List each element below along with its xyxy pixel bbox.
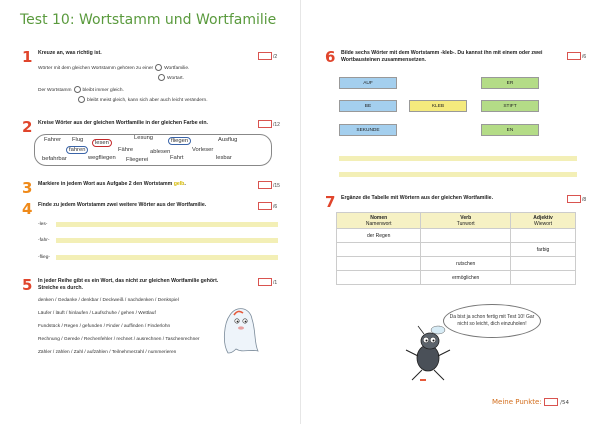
table-cell[interactable] [337, 257, 421, 271]
statement-2 [38, 86, 124, 93]
syllable-er[interactable]: ER [481, 77, 539, 89]
table-row [337, 271, 576, 285]
exercise-task: Kreise Wörter aus der gleichen Wortfamilie in der gleichen Farbe ein. [38, 120, 208, 126]
column-header [511, 213, 576, 229]
word-family-table [336, 212, 576, 285]
bug-illustration [398, 322, 458, 384]
score-label: /6 [582, 54, 587, 60]
header-sub: Tunwort [456, 220, 475, 227]
score-label: /12 [273, 122, 280, 128]
points-label: Meine Punkte: [492, 398, 542, 406]
header-sub: Wiewort [533, 220, 553, 227]
word-befahrbar[interactable]: befahrbar [42, 156, 67, 162]
word-lesen[interactable]: lesen [92, 139, 112, 147]
word-fliegerei[interactable]: Fliegerei [126, 157, 149, 163]
statement-2-option-b [76, 96, 208, 103]
header-main: Adjektiv [533, 214, 553, 221]
word-lesbar[interactable]: lesbar [216, 155, 232, 161]
task-text: Markiere in jedem Wort aus Aufgabe 2 den Wortstamm [38, 181, 173, 187]
table-cell[interactable] [511, 229, 576, 243]
word-fahren[interactable]: fahren [66, 146, 88, 154]
header-sub: Namenwort [365, 220, 392, 227]
word-vorleser[interactable]: Vorleser [192, 147, 214, 153]
word-row-4[interactable]: Rechnung / Gerede / Rechenfehler / rechnet / ausrechnen / Taschenrechner [38, 337, 200, 342]
syllable-stift[interactable]: STIFT [481, 100, 539, 112]
stem-flieg: -flieg- [38, 255, 50, 260]
option-label: Wortfamilie. [164, 65, 190, 71]
column-header [337, 213, 421, 229]
answer-line[interactable] [339, 156, 577, 161]
table-cell[interactable]: ermöglichen [421, 271, 511, 285]
word-ablesen[interactable]: ablesen [150, 149, 171, 155]
task-highlight-word: gelb [173, 181, 185, 187]
word-faehre[interactable]: Fähre [118, 147, 134, 153]
answer-line[interactable] [339, 172, 577, 177]
option-label: bleibt meist gleich, kann sich aber auch leicht verändern. [87, 97, 208, 103]
speech-bubble: Da bist ja schon fertig mit Test 10! Gar nicht so leicht, dich einzuholen! [443, 304, 541, 338]
stem-kleb[interactable]: KLEB [409, 100, 467, 112]
statement-text: Wörter mit dem gleichen Wortstamm gehören zu einer [38, 65, 154, 71]
word-lesung[interactable]: Lesung [134, 135, 154, 141]
answer-line[interactable] [56, 255, 278, 260]
checkbox-bleibt-gleich[interactable] [74, 86, 81, 93]
score-label: /1 [273, 280, 278, 286]
exercise-number: 3 [22, 179, 33, 197]
option-label: bleibt immer gleich. [82, 87, 124, 93]
exercise-task [38, 181, 248, 188]
header-main: Nomen [370, 214, 388, 221]
exercise-task: Bilde sechs Wörter mit dem Wortstamm -kleb-. Du kannst ihn mit einem oder zwei Wortbausteinen zusammensetzen. [341, 50, 543, 63]
table-cell[interactable]: farbig [511, 243, 576, 257]
score-label: /6 [273, 204, 278, 210]
word-fliegen[interactable]: fliegen [168, 137, 191, 145]
syllable-en[interactable]: EN [481, 124, 539, 136]
syllable-be[interactable]: BE [339, 100, 397, 112]
checkbox-meist-gleich[interactable] [78, 96, 85, 103]
table-cell[interactable] [421, 243, 511, 257]
table-cell[interactable] [421, 229, 511, 243]
task-text-end: . [184, 181, 186, 187]
score-box[interactable] [258, 202, 272, 210]
statement-1 [38, 64, 189, 71]
table-cell[interactable] [511, 271, 576, 285]
points-total: /54 [560, 400, 570, 406]
syllable-sekunde[interactable]: SEKUNDE [339, 124, 397, 136]
syllable-auf[interactable]: AUF [339, 77, 397, 89]
word-row-5[interactable]: Zähler / zählen / Zahl / aufzählen / Teilnehmerzahl / nummerieren [38, 350, 177, 355]
page-title: Test 10: Wortstamm und Wortfamilie [20, 12, 277, 28]
exercise-number: 1 [22, 48, 33, 66]
score-label: /8 [582, 197, 587, 203]
exercise-7 [325, 193, 587, 211]
score-box[interactable] [567, 52, 581, 60]
word-fahrt[interactable]: Fahrt [170, 155, 184, 161]
points-box[interactable] [544, 398, 558, 406]
word-row-3[interactable]: Fundstück / Regen / gefunden / Finder / auffinden / Finderlohn [38, 324, 171, 329]
ghost-illustration [218, 303, 260, 355]
column-header [421, 213, 511, 229]
score-label: /15 [273, 183, 280, 189]
exercise-task: Finde zu jedem Wortstamm zwei weitere Wörter aus der Wortfamilie. [38, 202, 207, 208]
word-row-1[interactable]: denken / Gedanke / denkbar / Deckweiß / nachdenken / Denkspiel [38, 298, 179, 303]
table-header-row [337, 213, 576, 229]
table-cell[interactable]: der Regen [337, 229, 421, 243]
word-ausflug[interactable]: Ausflug [218, 137, 238, 143]
exercise-1 [22, 48, 282, 108]
option-label: Wortart. [167, 75, 184, 81]
score-label: /2 [273, 54, 278, 60]
table-row [337, 257, 576, 271]
exercise-3 [22, 179, 282, 197]
table-cell[interactable] [337, 243, 421, 257]
score-box[interactable] [258, 52, 272, 60]
table-row [337, 229, 576, 243]
table-cell[interactable] [337, 271, 421, 285]
exercise-task: Ergänze die Tabelle mit Wörtern aus der gleichen Wortfamilie. [341, 195, 494, 201]
score-box[interactable] [258, 181, 272, 189]
word-row-2[interactable]: Läufer / läuft / hinlaufen / Laufschuhe / gehen / Wettlauf [38, 311, 156, 316]
exercise-number: 6 [325, 48, 336, 66]
score-box[interactable] [258, 278, 272, 286]
exercise-number: 7 [325, 193, 336, 211]
table-row [337, 243, 576, 257]
word-flug[interactable]: Flug [72, 137, 84, 143]
stem-fahr: -fahr- [38, 238, 50, 243]
table-cell[interactable]: rutschen [421, 257, 511, 271]
exercise-number: 4 [22, 200, 33, 218]
score-box[interactable] [567, 195, 581, 203]
score-box[interactable] [258, 120, 272, 128]
exercise-task: In jeder Reihe gibt es ein Wort, das nicht zur gleichen Wortfamilie gehört. Streiche es durch. [38, 278, 219, 291]
word-fahrer[interactable]: Fahrer [44, 137, 62, 143]
answer-line[interactable] [56, 238, 278, 243]
checkbox-wortfamilie[interactable] [155, 64, 162, 71]
word-wegfliegen[interactable]: wegfliegen [88, 155, 116, 161]
exercise-task: Kreuze an, was richtig ist. [38, 50, 102, 56]
header-main: Verb [460, 214, 472, 221]
points-summary [492, 398, 569, 406]
exercise-number: 5 [22, 276, 33, 294]
checkbox-wortart[interactable] [158, 74, 165, 81]
answer-line[interactable] [56, 222, 278, 227]
statement-1-option-b [156, 74, 184, 81]
statement-text: Der Wortstamm [38, 87, 72, 93]
exercise-number: 2 [22, 118, 33, 136]
stem-les: -les- [38, 222, 48, 227]
table-cell[interactable] [511, 257, 576, 271]
